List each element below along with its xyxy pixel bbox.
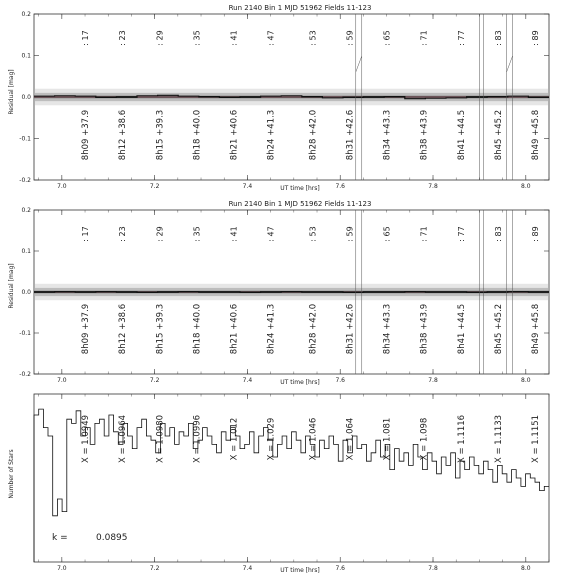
residual-panel-middle [8,200,549,386]
airmass-label: X = 1.1116 [456,414,467,464]
field-coordinate-label: 8h18 +40.0 [192,109,203,161]
field-coordinate-label: 8h28 +42.0 [308,109,319,161]
field-number-label: : 41 [229,30,239,46]
y-tick-label: 0.2 [21,11,31,18]
field-number-label: : 59 [345,30,355,46]
y-tick-label: 0.1 [21,52,31,60]
field-number-label: : 41 [229,226,239,242]
y-tick-label: 0.1 [21,248,31,255]
airmass-label: X = 1.046 [308,417,319,461]
field-number-label: : 71 [419,226,429,242]
airmass-label: X = 1.098 [419,417,430,461]
extinction-k-value: 0.0895 [96,533,128,543]
field-coordinate-label: 8h41 +44.5 [456,303,467,355]
panel-title: Run 2140 Bin 1 MJD 51962 Fields 11-123 [228,200,372,208]
field-number-label: : 89 [531,226,541,242]
field-coordinate-label: 8h49 +45.8 [531,109,542,161]
field-number-label: : 23 [118,30,128,46]
y-tick-label: 0.2 [21,207,31,214]
airmass-label: X = 1.081 [382,417,393,461]
x-tick-label: 8.0 [521,377,531,384]
x-tick-label: 7.6 [335,565,345,572]
x-tick-label: 7.2 [149,377,160,384]
field-coordinate-label: 8h38 +43.9 [419,303,430,355]
airmass-label: X = 1.1151 [531,414,542,464]
field-coordinate-label: 8h09 +37.9 [81,303,92,355]
field-coordinate-label: 8h21 +40.6 [229,109,240,161]
field-number-label: : 53 [308,226,318,242]
field-coordinate-label: 8h34 +43.3 [382,109,393,161]
field-number-label: : 47 [266,30,276,46]
field-number-label: : 47 [266,226,276,242]
field-number-label: : 53 [308,30,318,46]
field-coordinate-label: 8h21 +40.6 [229,303,240,355]
field-coordinate-label: 8h12 +38.6 [118,303,129,355]
field-number-label: : 29 [155,30,165,46]
x-tick-label: 7.2 [149,183,160,190]
y-tick-label: -0.1 [19,330,31,337]
field-coordinate-label: 8h38 +43.9 [419,109,430,161]
field-number-label: : 23 [118,226,128,242]
y-axis-label: Residual [mag] [8,69,15,115]
field-coordinate-label: 8h34 +43.3 [382,303,393,355]
field-number-label: : 35 [192,30,202,46]
x-tick-label: 7.4 [242,377,253,384]
field-number-label: : 17 [81,30,91,46]
x-tick-label: 7.0 [57,565,67,572]
x-tick-label: 7.6 [335,183,345,190]
star-count-panel [8,394,549,574]
x-axis-label: UT time [hrs] [280,567,320,574]
field-coordinate-label: 8h15 +39.3 [155,303,166,355]
field-number-label: : 65 [382,30,392,46]
field-number-label: : 17 [81,226,91,242]
x-tick-label: 7.8 [428,377,438,384]
extinction-k-label: k = [52,533,68,543]
x-tick-label: 7.4 [242,183,253,190]
field-coordinate-label: 8h45 +45.2 [493,109,504,161]
x-tick-label: 7.8 [428,565,438,572]
field-coordinate-label: 8h28 +42.0 [308,303,319,355]
airmass-label: X = 1.012 [229,417,240,461]
x-tick-label: 8.0 [521,565,531,572]
y-tick-label: -0.2 [19,371,31,378]
y-tick-label: 0.0 [21,94,31,101]
x-tick-label: 7.6 [335,377,345,384]
airmass-label: X = 1.064 [345,417,356,461]
field-marker-slash [356,56,362,72]
airmass-label: X = 1.1133 [493,414,504,464]
field-number-label: : 29 [155,226,165,242]
y-axis-label: Residual [mag] [8,263,15,309]
x-tick-label: 7.4 [242,565,253,572]
field-coordinate-label: 8h31 +42.6 [345,303,356,355]
x-tick-label: 8.0 [521,183,531,190]
airmass-label: X = 1.0996 [192,414,203,464]
field-number-label: : 77 [456,30,466,46]
field-number-label: : 65 [382,226,392,242]
x-tick-label: 7.2 [149,565,160,572]
airmass-label: X = 1.0980 [155,414,166,464]
field-coordinate-label: 8h49 +45.8 [531,303,542,355]
field-coordinate-label: 8h09 +37.9 [81,109,92,161]
field-number-label: : 35 [192,226,202,242]
field-number-label: : 77 [456,226,466,242]
x-tick-label: 7.8 [428,183,438,190]
field-coordinate-label: 8h24 +41.3 [266,303,277,355]
y-tick-label: -0.2 [19,177,31,184]
airmass-label: X = 1.0949 [81,414,92,464]
field-number-label: : 83 [493,30,503,46]
field-coordinate-label: 8h18 +40.0 [192,303,203,355]
x-axis-label: UT time [hrs] [280,185,320,192]
panel-title: Run 2140 Bin 1 MJD 51962 Fields 11-123 [228,4,372,12]
field-number-label: : 83 [493,226,503,242]
airmass-label: X = 1.029 [266,417,277,461]
field-coordinate-label: 8h24 +41.3 [266,109,277,161]
x-tick-label: 7.0 [57,183,67,190]
x-tick-label: 7.0 [57,377,67,384]
field-coordinate-label: 8h15 +39.3 [155,109,166,161]
y-tick-label: 0.0 [21,289,31,296]
field-coordinate-label: 8h45 +45.2 [493,303,504,355]
y-tick-label: -0.1 [19,135,31,143]
y-axis-label: Number of Stars [8,449,15,499]
airmass-label: X = 1.0964 [118,414,129,464]
field-marker-slash [507,56,513,72]
x-axis-label: UT time [hrs] [280,379,320,386]
residual-panel-top [8,4,549,192]
field-number-label: : 89 [531,30,541,46]
field-number-label: : 59 [345,226,355,242]
field-coordinate-label: 8h41 +44.5 [456,109,467,161]
field-coordinate-label: 8h12 +38.6 [118,109,129,161]
field-number-label: : 71 [419,30,429,46]
field-coordinate-label: 8h31 +42.6 [345,109,356,161]
